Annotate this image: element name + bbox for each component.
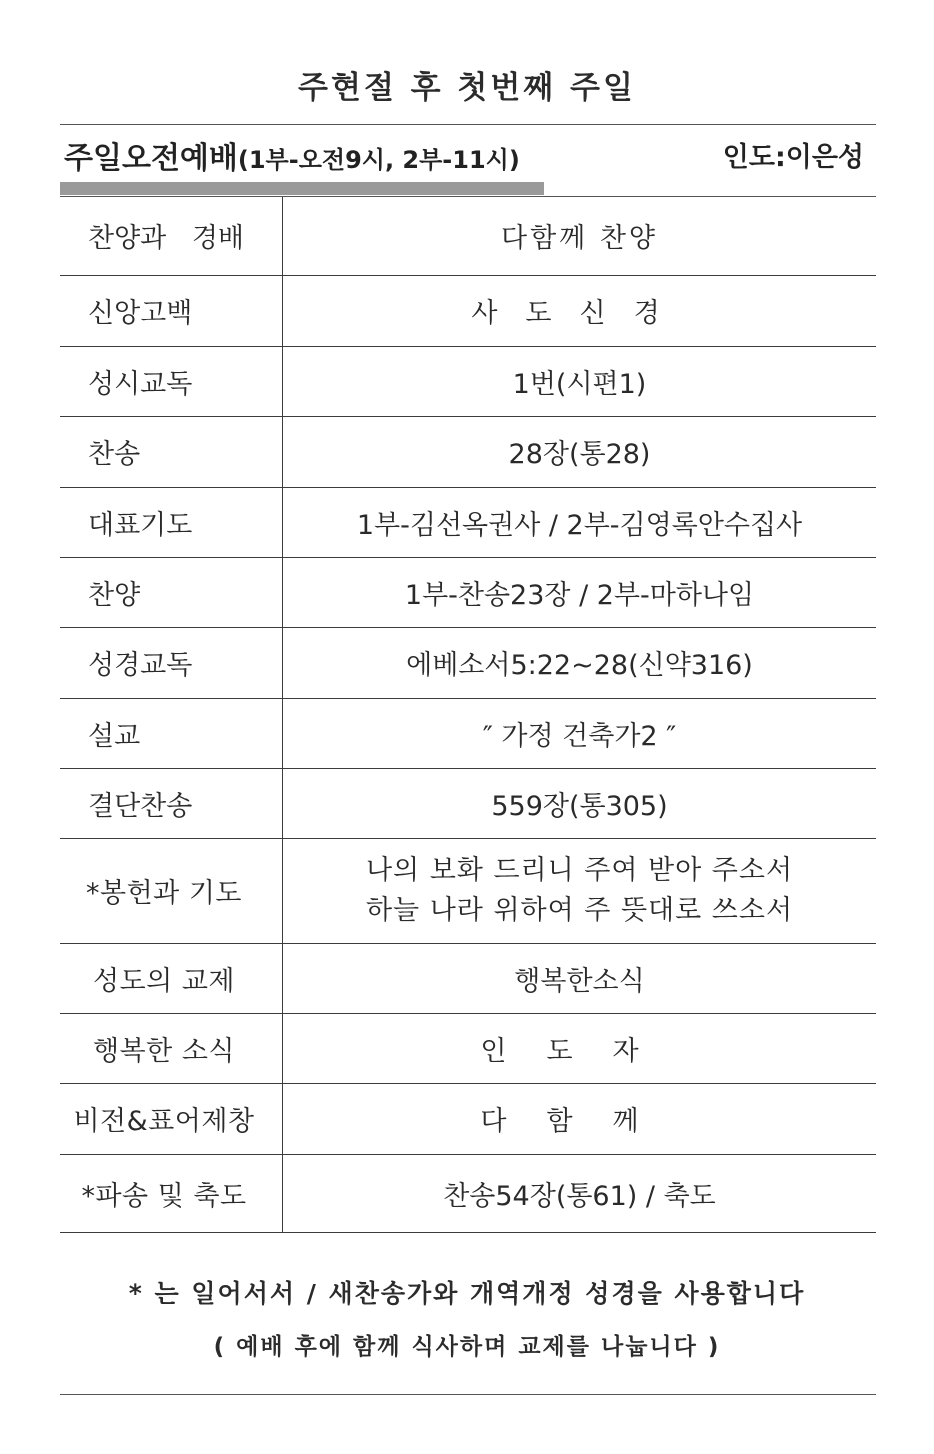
- table-row: [60, 698, 876, 768]
- table-row: [60, 275, 876, 346]
- hymn-line-1: 나의 보화 드리니 주여 받아 주소서: [365, 854, 794, 886]
- order-of-worship-table: [60, 197, 876, 1233]
- item-label: 신앙고백: [60, 275, 283, 346]
- table-row: [60, 768, 876, 838]
- item-label: 결단찬송: [60, 768, 283, 838]
- item-label: 비전&표어제창: [60, 1083, 283, 1154]
- table-row: [60, 1083, 876, 1154]
- table-row: [60, 838, 876, 943]
- service-name: [64, 133, 520, 177]
- item-content: 에베소서5:22~28(신약316): [283, 627, 877, 698]
- table-row: [60, 627, 876, 698]
- table-row: [60, 1013, 876, 1083]
- item-label: 찬양과 경배: [60, 197, 283, 275]
- service-name-text: 주일오전예배: [64, 141, 238, 176]
- header-underline-bar: [60, 182, 544, 195]
- table-row: [60, 346, 876, 416]
- item-label: 성경교독: [60, 627, 283, 698]
- item-content: 1부-찬송23장 / 2부-마하나임: [283, 557, 877, 627]
- item-content: ″ 가정 건축가2 ″: [283, 698, 877, 768]
- hymn-line-2: 하늘 나라 위하여 주 뜻대로 쓰소서: [365, 894, 794, 926]
- table-row: [60, 487, 876, 557]
- service-times: (1부-오전9시, 2부-11시): [237, 146, 520, 174]
- table-row: [60, 1154, 876, 1232]
- service-header: [64, 133, 864, 177]
- item-content: 사도신경: [283, 275, 877, 346]
- item-label: 성시교독: [60, 346, 283, 416]
- item-label: 찬송: [60, 416, 283, 487]
- item-content: 행복한소식: [283, 943, 877, 1013]
- item-content: 찬송54장(통61) / 축도: [283, 1154, 877, 1232]
- item-content: 559장(통305): [283, 768, 877, 838]
- item-content: 다함께 찬양: [283, 197, 877, 275]
- bottom-divider: [60, 1394, 876, 1395]
- item-content: 1번(시편1): [283, 346, 877, 416]
- table-row: [60, 557, 876, 627]
- table-row: [60, 943, 876, 1013]
- item-content: [283, 838, 877, 943]
- table-row: [60, 416, 876, 487]
- item-label: 성도의 교제: [60, 943, 283, 1013]
- item-content: 인도자: [283, 1013, 877, 1083]
- page-title: 주현절 후 첫번째 주일: [298, 70, 636, 106]
- item-label: 대표기도: [60, 487, 283, 557]
- item-content: 1부-김선옥권사 / 2부-김영록안수집사: [283, 487, 877, 557]
- table-row: [60, 197, 876, 275]
- fellowship-note: ( 예배 후에 함께 식사하며 교제를 나눕니다 ): [213, 1334, 721, 1360]
- service-leader: 인도:이은성: [722, 142, 864, 173]
- item-label: *파송 및 축도: [60, 1154, 283, 1232]
- item-label: 찬양: [60, 557, 283, 627]
- item-content: 28장(통28): [283, 416, 877, 487]
- item-content: 다함께: [283, 1083, 877, 1154]
- item-label: 설교: [60, 698, 283, 768]
- top-divider: [60, 124, 876, 125]
- item-label: 행복한 소식: [60, 1013, 283, 1083]
- standing-note: * 는 일어서서 / 새찬송가와 개역개정 성경을 사용합니다: [128, 1279, 806, 1308]
- item-label: *봉헌과 기도: [60, 838, 283, 943]
